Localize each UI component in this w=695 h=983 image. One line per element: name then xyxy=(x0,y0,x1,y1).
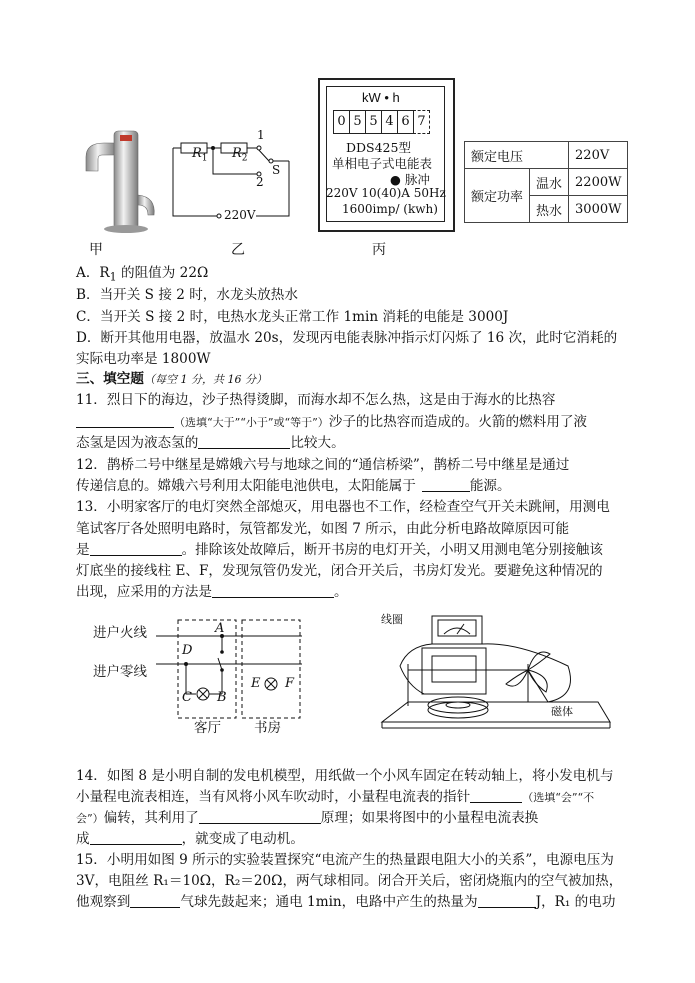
figure-label-yi: 乙 xyxy=(231,242,245,258)
supply-voltage-label: 220V xyxy=(224,208,256,222)
energy-meter xyxy=(318,78,455,232)
neutral-wire-label: 进户零线 xyxy=(93,664,147,680)
answer-blank[interactable] xyxy=(130,893,180,908)
question-14-line4: 成 ，就变成了电动机。 xyxy=(76,831,304,847)
section-title: 三、填空题（每空 1 分，共 16 分） xyxy=(76,371,267,387)
meter-digit: 0 xyxy=(333,110,350,134)
switch-s-label: S xyxy=(272,163,281,177)
answer-blank[interactable] xyxy=(90,541,182,556)
question-13-line3: 是 。排除该处故障后，断开书房的电灯开关，小明又用测电笔分别接触该 xyxy=(76,542,603,558)
question-13-line5: 出现，应采用的方法是 。 xyxy=(76,584,348,600)
meter-digit: 6 xyxy=(397,110,414,134)
answer-blank[interactable] xyxy=(470,788,522,803)
point-e-label: E xyxy=(251,676,261,691)
r1-label: $R_1$ xyxy=(192,146,208,164)
question-13: 13．小明家客厅的电灯突然全部熄灭，用电器也不工作，经检查空气开关未跳闸，用测电 xyxy=(76,499,610,515)
question-14-line2: 小量程电流表相连，当有风将小风车吹动时，小量程电流表的指针 （选填“会”“不 xyxy=(76,789,595,805)
answer-blank[interactable] xyxy=(76,413,174,428)
question-11-line2: （选填“大于”“小于”或“等于”）沙子的比热容而造成的。火箭的燃料用了液 xyxy=(76,413,587,432)
live-wire-label: 进户火线 xyxy=(93,625,147,641)
faucet-image xyxy=(72,125,167,237)
meter-unit: kW • h xyxy=(362,90,400,105)
question-14-line3: 会”）偏转，其利用了 原理；如果将图中的小量程电流表换 xyxy=(76,810,539,826)
option-c: C．当开关 S 接 2 时，电热水龙头正常工作 1min 消耗的电能是 3000J xyxy=(76,309,509,325)
option-d: D．断开其他用电器，放温水 20s，发现丙电能表脉冲指示灯闪烁了 16 次，此时它消耗的 xyxy=(76,330,618,346)
generator-model-image xyxy=(378,606,618,740)
meter-digit: 5 xyxy=(349,110,366,134)
option-d-continued: 实际电功率是 1800W xyxy=(76,351,211,367)
switch-position-1: 1 xyxy=(257,128,265,142)
question-11-line3: 态氢是因为液态氢的 比较大。 xyxy=(76,435,345,451)
spec-label: 温水 xyxy=(530,169,569,196)
point-d-label: D xyxy=(182,643,193,658)
point-a-label: A xyxy=(215,621,225,636)
figure-label-jia: 甲 xyxy=(89,242,103,258)
meter-reading xyxy=(334,110,430,134)
faucet-spec-table xyxy=(464,141,628,223)
point-f-label: F xyxy=(285,676,295,691)
question-13-line4: 灯底坐的接线柱 E、F，发现氖管仍发光，闭合开关后，书房灯发光。要避免这种情况的 xyxy=(76,563,603,579)
living-room-label: 客厅 xyxy=(194,720,221,736)
question-12: 12．鹊桥二号中继星是嫦娥六号与地球之间的“通信桥梁”，鹊桥二号中继星是通过 xyxy=(76,457,570,473)
point-c-label: C xyxy=(182,690,192,705)
answer-blank[interactable] xyxy=(212,583,334,598)
coil-label: 线圈 xyxy=(381,613,403,626)
magnet-label: 磁体 xyxy=(551,705,573,718)
meter-impulse-constant: 1600imp/ (kwh) xyxy=(342,202,438,216)
meter-digit: 4 xyxy=(381,110,398,134)
question-15-line3: 他观察到 气球先鼓起来；通电 1min，电路中产生的热量为 J，R₁ 的电功 xyxy=(76,894,616,910)
question-12-line2: 传递信息的。嫦娥六号利用太阳能电池供电，太阳能属于 能源。 xyxy=(76,478,511,494)
answer-blank[interactable] xyxy=(422,477,470,492)
meter-digit: 7 xyxy=(413,110,430,134)
point-b-label: B xyxy=(217,690,227,705)
question-15-line2: 3V，电阻丝 R₁＝10Ω，R₂＝20Ω，两气球相同。闭合开关后，密闭烧瓶内的空气被加热， xyxy=(76,873,623,889)
option-b: B．当开关 S 接 2 时，水龙头放热水 xyxy=(76,287,298,303)
question-13-line2: 笔试客厅各处照明电路时，氖管都发光，如图 7 所示，由此分析电路故障原因可能 xyxy=(76,521,570,537)
question-15: 15．小明用如图 9 所示的实验装置探究“电流产生的热量跟电阻大小的关系”，电源电压为 xyxy=(76,852,614,868)
answer-blank[interactable] xyxy=(478,893,536,908)
question-11: 11．烈日下的海边，沙子热得烫脚，而海水却不怎么热，这是由于海水的比热容 xyxy=(76,392,556,408)
spec-label: 额定功率 xyxy=(465,169,530,223)
meter-digit: 5 xyxy=(365,110,382,134)
spec-value: 3000W xyxy=(569,196,628,223)
switch-position-2: 2 xyxy=(256,175,264,189)
study-room-label: 书房 xyxy=(254,720,281,736)
answer-blank[interactable] xyxy=(90,830,182,845)
answer-blank[interactable] xyxy=(199,809,321,824)
meter-rating: 220V 10(40)A 50Hz xyxy=(326,186,446,200)
spec-label: 额定电压 xyxy=(465,142,569,169)
spec-value: 2200W xyxy=(569,169,628,196)
spec-value: 220V xyxy=(569,142,628,169)
r2-label: $R_2$ xyxy=(232,146,248,164)
meter-pulse-indicator: ● 脉冲 xyxy=(390,172,430,187)
meter-name: 单相电子式电能表 xyxy=(332,156,433,171)
answer-blank[interactable] xyxy=(198,434,290,449)
figure-label-bing: 丙 xyxy=(372,242,386,258)
spec-label: 热水 xyxy=(530,196,569,223)
option-a: A．$R_1$ 的阻值为 22Ω xyxy=(76,265,209,284)
meter-model: DDS425型 xyxy=(346,140,411,155)
question-14: 14．如图 8 是小明自制的发电机模型，用纸做一个小风车固定在转动轴上，将小发电机与 xyxy=(76,768,614,784)
